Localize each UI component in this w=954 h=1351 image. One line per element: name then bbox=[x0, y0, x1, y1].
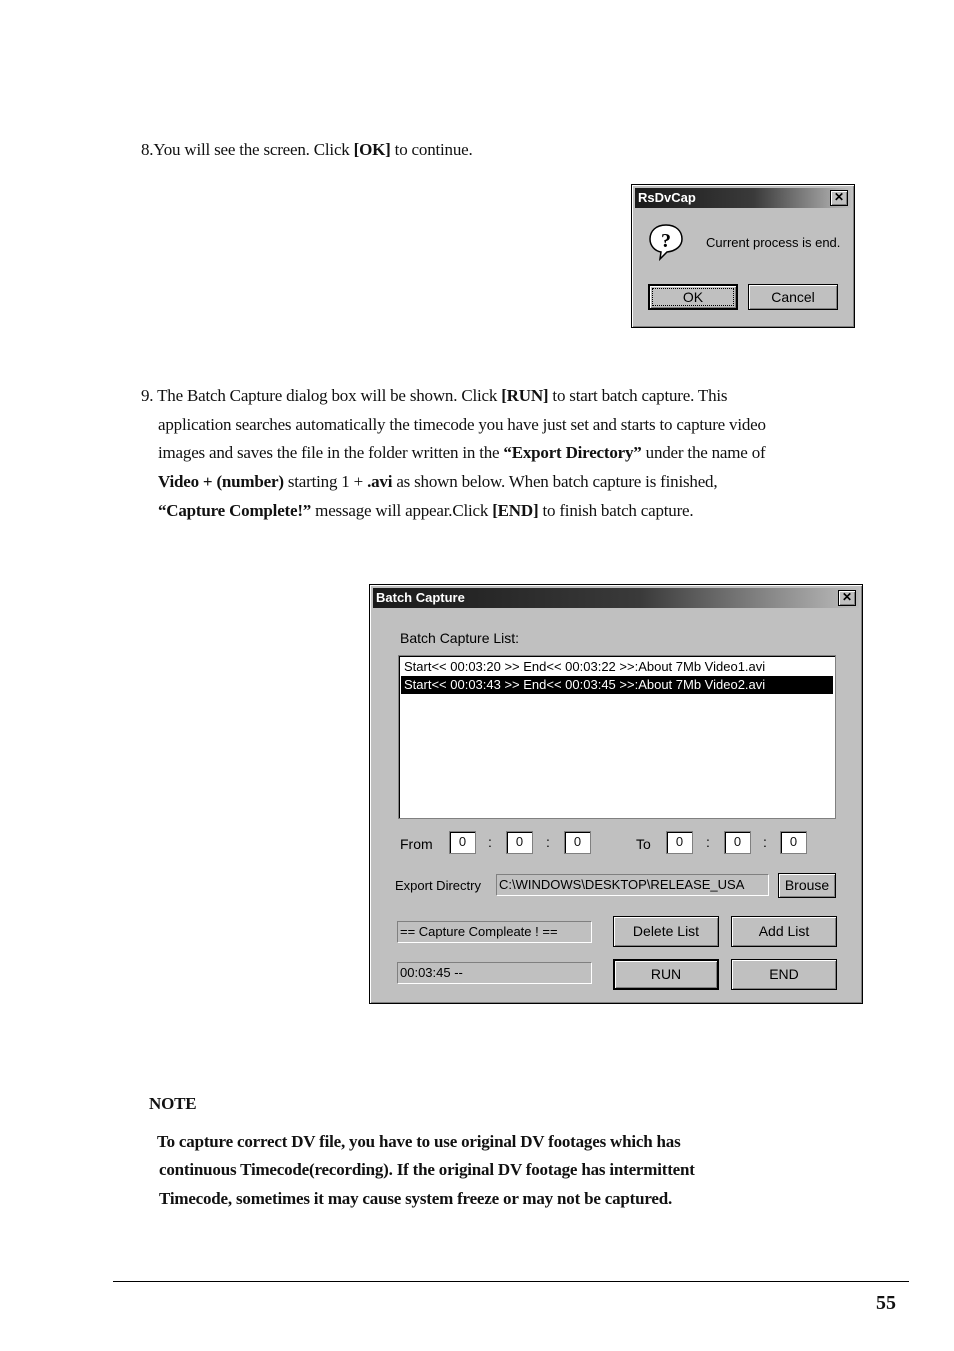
batch-capture-dialog bbox=[369, 584, 863, 1004]
time-separator: : bbox=[546, 834, 550, 850]
batch-title: Batch Capture bbox=[376, 590, 465, 605]
cancel-button[interactable]: Cancel bbox=[748, 284, 838, 310]
close-button[interactable]: ✕ bbox=[838, 590, 856, 606]
page-number: 55 bbox=[876, 1292, 896, 1314]
end-button[interactable]: END bbox=[731, 959, 837, 990]
note-line: Timecode, sometimes it may cause system freeze or may not be captured. bbox=[159, 1189, 673, 1208]
to-label: To bbox=[636, 836, 651, 852]
run-button[interactable]: RUN bbox=[613, 959, 719, 990]
step9-line1: 9. The Batch Capture dialog box will be shown. Click [RUN] to start batch capture. This bbox=[141, 386, 728, 405]
batch-titlebar bbox=[373, 588, 859, 608]
delete-list-button[interactable]: Delete List bbox=[613, 916, 719, 947]
browse-button[interactable]: Brouse bbox=[778, 873, 836, 898]
time-separator: : bbox=[488, 834, 492, 850]
step9-line4: Video + (number) starting 1 + .avi as shown below. When batch capture is finished, bbox=[158, 472, 718, 491]
note-heading: NOTE bbox=[149, 1094, 197, 1113]
capture-time-field: 00:03:45 -- bbox=[397, 962, 592, 984]
footer-rule bbox=[113, 1281, 909, 1282]
question-icon bbox=[648, 223, 684, 261]
export-directory-field[interactable]: C:\WINDOWS\DESKTOP\RELEASE_USA bbox=[496, 874, 769, 896]
batch-list-label: Batch Capture List: bbox=[400, 630, 520, 646]
time-separator: : bbox=[763, 834, 767, 850]
time-separator: : bbox=[706, 834, 710, 850]
batch-capture-list[interactable] bbox=[398, 655, 836, 819]
step9-line2: application searches automatically the timecode you have just set and starts to capture video bbox=[158, 415, 766, 434]
step9-line3: images and saves the file in the folder written in the “Export Directory” under the name of bbox=[158, 443, 766, 462]
from-seconds-input[interactable]: 0 bbox=[564, 831, 591, 854]
list-item[interactable]: Start<< 00:03:20 >> End<< 00:03:22 >>:About 7Mb Video1.avi bbox=[404, 659, 766, 674]
to-hours-input[interactable]: 0 bbox=[666, 831, 693, 854]
export-directory-label: Export Directry bbox=[395, 878, 481, 893]
rsdvcap-titlebar bbox=[635, 188, 851, 208]
list-item[interactable]: Start<< 00:03:43 >> End<< 00:03:45 >>:About 7Mb Video2.avi bbox=[401, 676, 833, 694]
rsdvcap-message: Current process is end. bbox=[706, 235, 841, 250]
svg-text:?: ? bbox=[661, 230, 671, 252]
from-hours-input[interactable]: 0 bbox=[449, 831, 476, 854]
from-label: From bbox=[400, 836, 433, 852]
note-line: To capture correct DV file, you have to use original DV footages which has bbox=[157, 1132, 681, 1151]
add-list-button[interactable]: Add List bbox=[731, 916, 837, 947]
step8-text: 8.You will see the screen. Click [OK] to continue. bbox=[141, 140, 473, 159]
to-seconds-input[interactable]: 0 bbox=[780, 831, 807, 854]
capture-status-field: == Capture Compleate ! == bbox=[397, 921, 592, 943]
rsdvcap-dialog bbox=[631, 184, 855, 328]
from-minutes-input[interactable]: 0 bbox=[506, 831, 533, 854]
step9-line5: “Capture Complete!” message will appear.Click [END] to finish batch capture. bbox=[158, 501, 694, 520]
note-line: continuous Timecode(recording). If the original DV footage has intermittent bbox=[159, 1160, 695, 1179]
ok-button[interactable]: OK bbox=[648, 284, 738, 310]
close-button[interactable]: ✕ bbox=[830, 190, 848, 206]
rsdvcap-title: RsDvCap bbox=[638, 190, 696, 205]
to-minutes-input[interactable]: 0 bbox=[724, 831, 751, 854]
